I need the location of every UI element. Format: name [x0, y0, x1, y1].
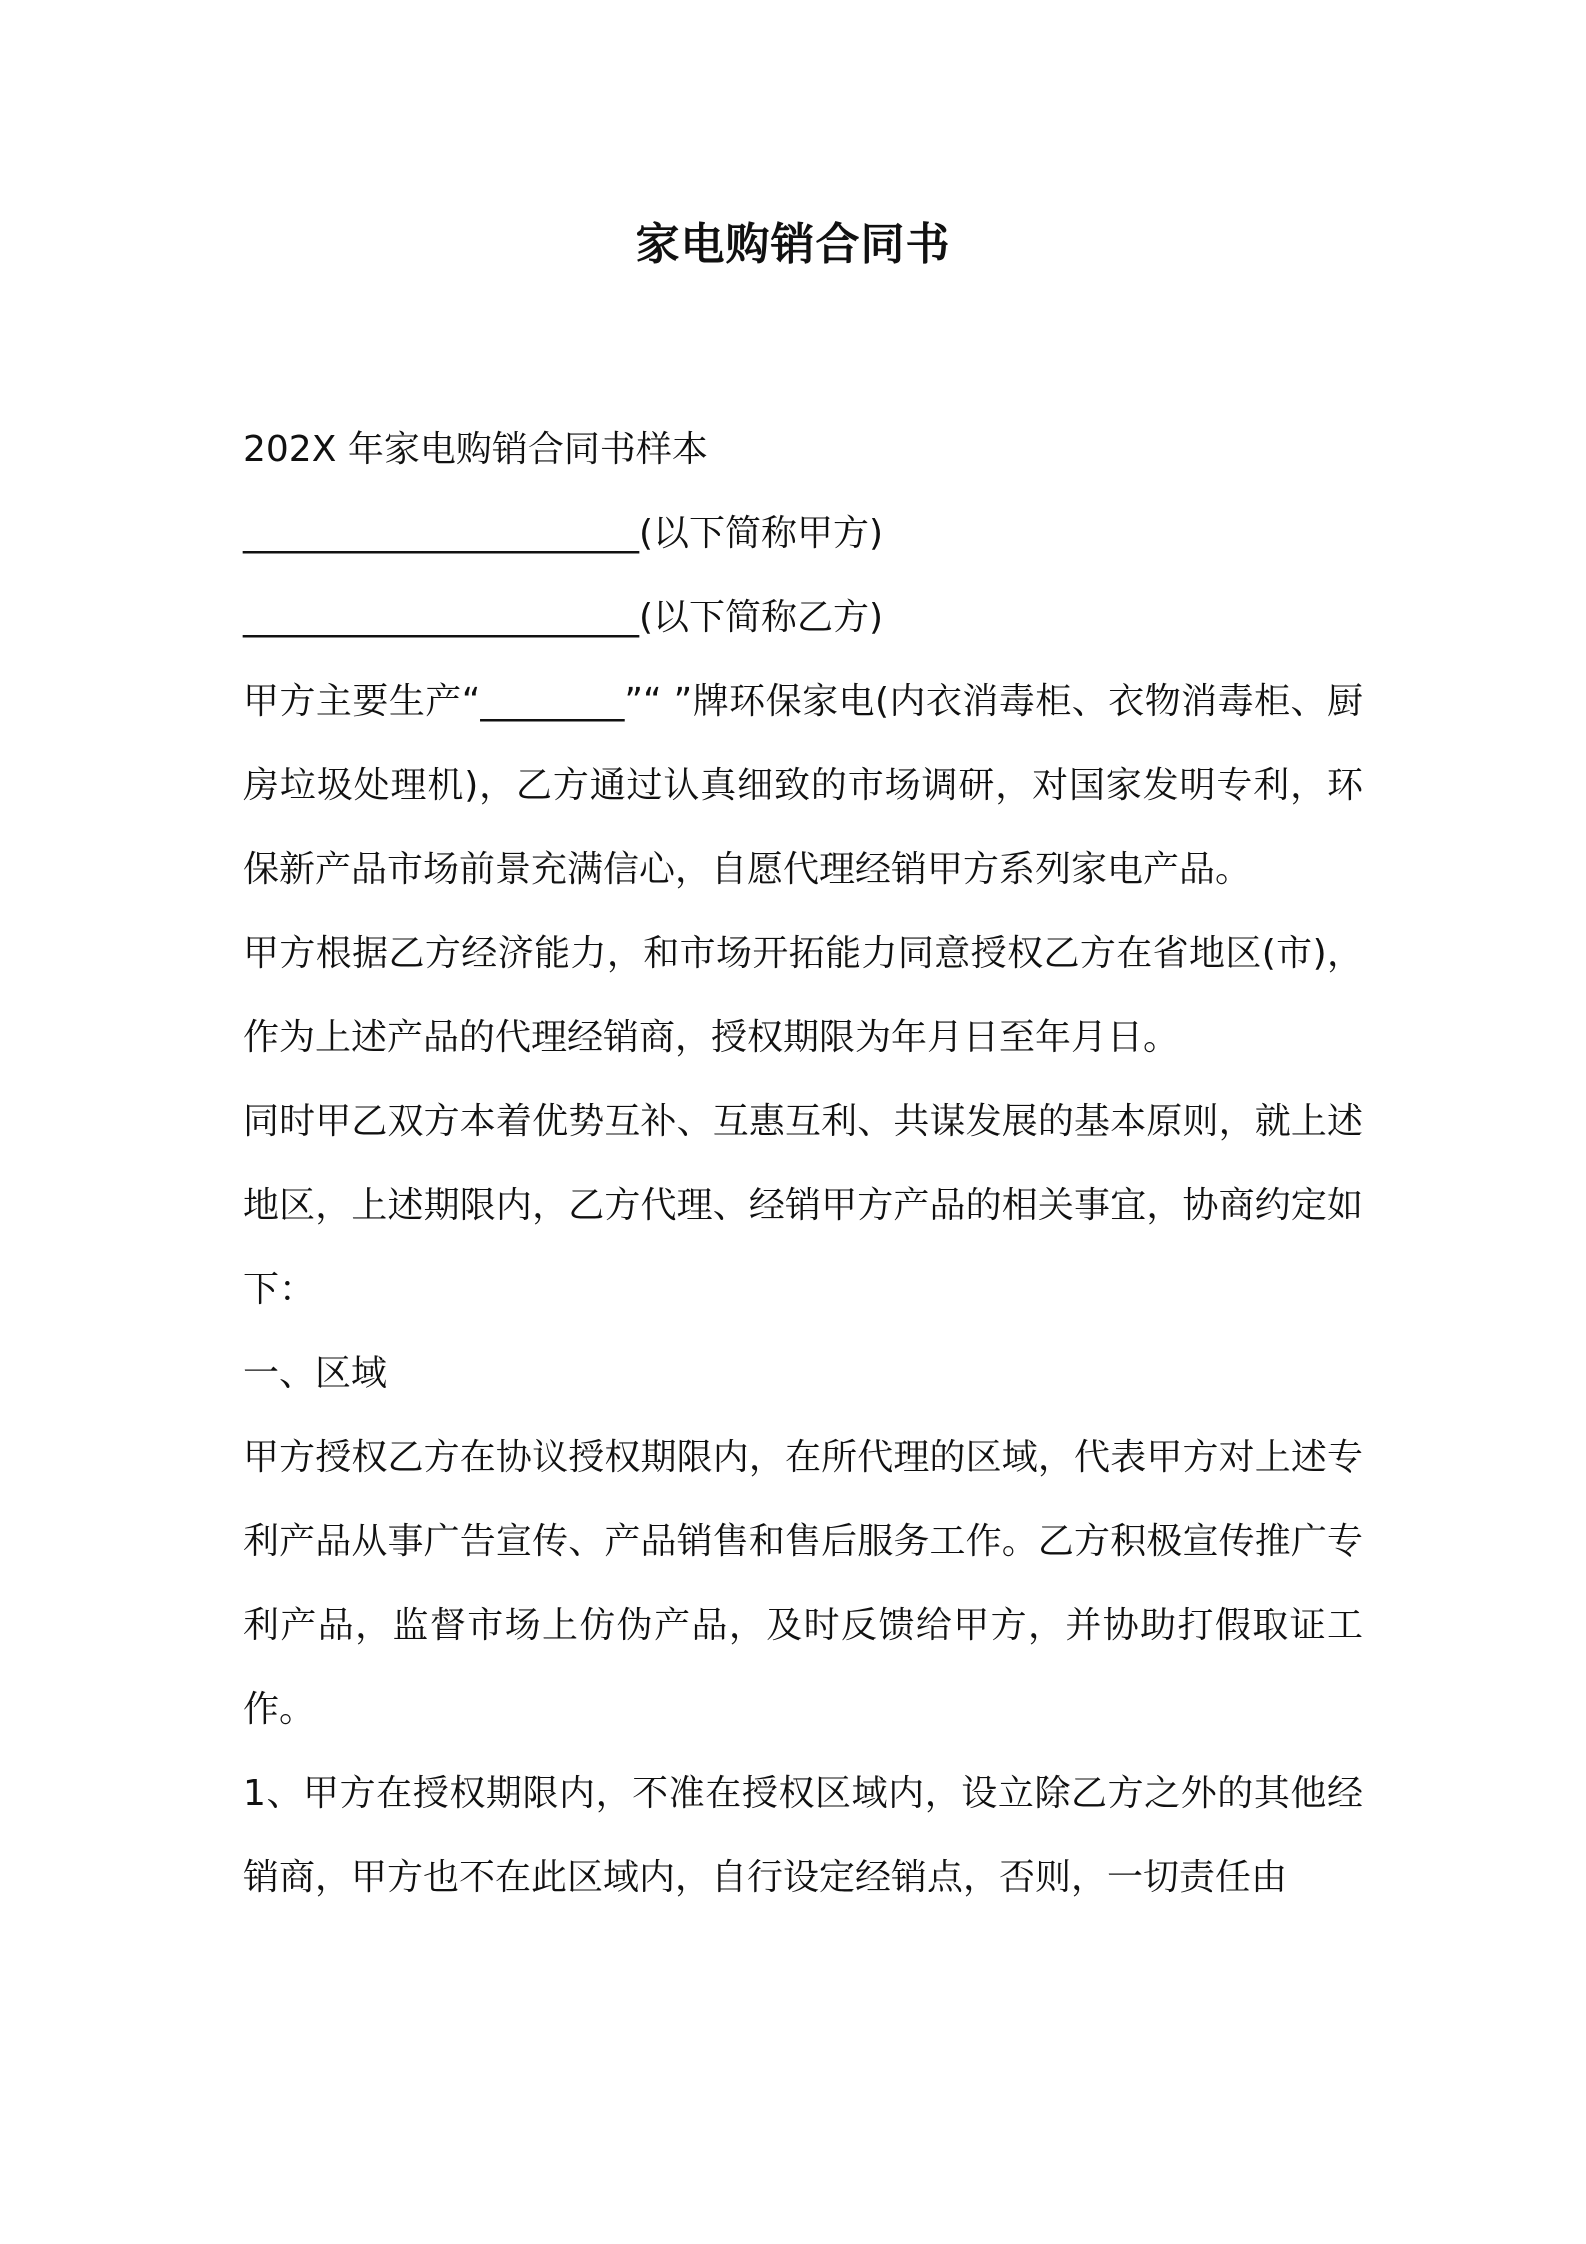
document-title: 家电购销合同书 — [635, 219, 951, 270]
paragraph-intro: 甲方主要生产“________”“ ”牌环保家电(内衣消毒柜、衣物消毒柜、厨房垃圾处理机)，乙方通过认真细致的市场调研，对国家发明专利，环保新产品市场前景充满信心，自愿代理经销甲方系列家电产品。 — [243, 681, 1363, 890]
section-heading-region: 一、区域 — [243, 1353, 388, 1394]
document-body — [243, 408, 1363, 1920]
clause-1: 1、甲方在授权期限内，不准在授权区域内，设立除乙方之外的其他经销商，甲方也不在此区域内，自行设定经销点，否则，一切责任由 — [243, 1773, 1363, 1898]
paragraph-authorization: 甲方根据乙方经济能力，和市场开拓能力同意授权乙方在省地区(市)，作为上述产品的代理经销商，授权期限为年月日至年月日。 — [243, 933, 1363, 1058]
document-subtitle: 202X 年家电购销合同书样本 — [243, 429, 708, 470]
paragraph-principles: 同时甲乙双方本着优势互补、互惠互利、共谋发展的基本原则，就上述地区，上述期限内，乙方代理、经销甲方产品的相关事宜，协商约定如下： — [243, 1101, 1363, 1310]
party-b-line: ______________________(以下简称乙方) — [243, 597, 884, 638]
party-a-line: ______________________(以下简称甲方) — [243, 513, 884, 554]
paragraph-region: 甲方授权乙方在协议授权期限内，在所代理的区域，代表甲方对上述专利产品从事广告宣传、产品销售和售后服务工作。乙方积极宣传推广专利产品，监督市场上仿伪产品，及时反馈给甲方，并协助打假取证工作。 — [243, 1437, 1363, 1730]
